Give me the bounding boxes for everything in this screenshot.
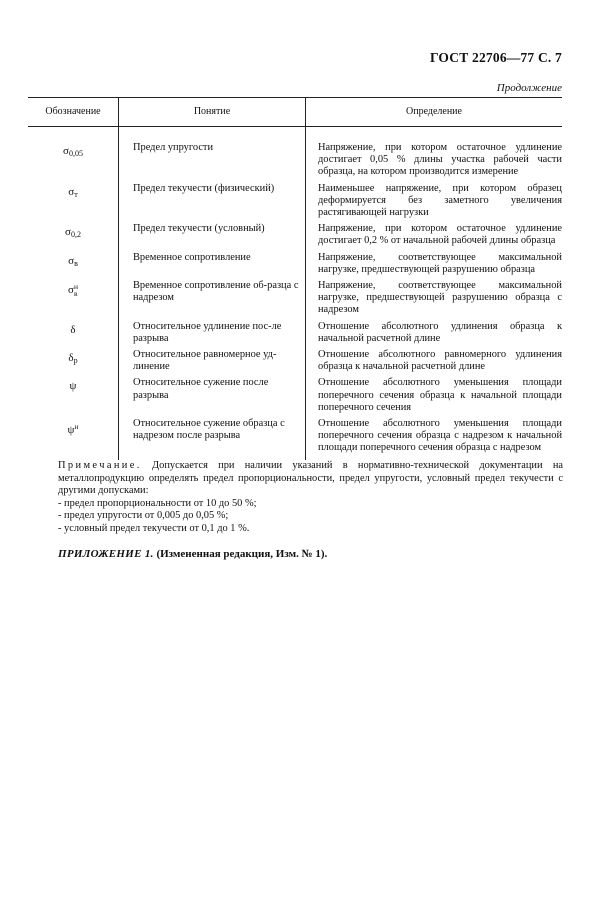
term-symbol [28, 141, 119, 182]
note-item-3: - условный предел текучести от 0,1 до 1 %. [58, 522, 250, 534]
table-row [28, 141, 562, 182]
symbol-subscript: т [74, 189, 78, 199]
term-concept: Предел упругости [119, 141, 306, 182]
symbol-superscript: н [74, 422, 79, 432]
note-item-2: - предел упругости от 0,005 до 0,05 %; [58, 510, 229, 522]
note-block [58, 460, 563, 536]
symbol-base: σ [63, 145, 69, 157]
term-definition: Отношение абсолютного равномерного удлинения образца к начальной расчетной длине [306, 348, 563, 376]
symbol-base: δ [68, 352, 74, 365]
term-concept: Временное сопротивление [119, 251, 306, 279]
table-row [28, 251, 562, 279]
table-row [28, 376, 562, 417]
annex-label: ПРИЛОЖЕНИЕ 1. [58, 548, 154, 560]
term-symbol [28, 222, 119, 250]
symbol-subscript: в [73, 289, 78, 299]
term-symbol [28, 251, 119, 279]
term-definition: Напряжение, при котором остаточное удлинение достигает 0,05 % длины участка рабочей части образца, на котором производится измерение [306, 141, 563, 182]
continuation-label: Продолжение [496, 82, 562, 94]
term-definition: Наименьшее напряжение, при котором образец деформируется без заметного увеличения растягивающей нагрузки [306, 182, 563, 223]
note-text: Допускается при наличии указаний в нормативно-технической документации на металлопродукцию определять предел пропорциональности, предел упругости, условный предел текучести с другими допусками: [58, 460, 563, 497]
symbol-subscript: р [73, 356, 78, 366]
symbol-base: ψ [67, 424, 75, 437]
symbol-subscript: в [74, 258, 78, 268]
symbol-subscript: 0,2 [70, 230, 81, 240]
symbol-indices [74, 283, 78, 297]
note-label: Примечание. [58, 460, 142, 471]
symbol-base: δ [70, 323, 76, 336]
term-definition: Напряжение, соответствующее максимальной нагрузке, предшествующей разрушению образца [306, 251, 563, 279]
page-header: ГОСТ 22706—77 С. 7 [429, 50, 562, 65]
term-definition: Отношение абсолютного уменьшения площади поперечного сечения образца с надрезом к начальной площади поперечного сечения образца с надрезом [306, 417, 563, 458]
table-row [28, 348, 562, 376]
term-definition: Отношение абсолютного уменьшения площади поперечного сечения образца к начальной площади поперечного сечения [306, 376, 563, 417]
term-concept: Предел текучести (условный) [119, 222, 306, 250]
term-concept: Относительное сужение после разрыва [119, 376, 306, 417]
symbol-base: σ [65, 226, 71, 239]
annex-line [58, 548, 327, 560]
term-symbol [28, 376, 119, 417]
symbol-base: σ [68, 254, 75, 267]
header-concept: Понятие [119, 98, 306, 127]
annex-revision: (Измененная редакция, Изм. № 1). [153, 548, 328, 560]
note-paragraph [58, 460, 563, 498]
table-header-row [28, 98, 562, 127]
term-symbol [28, 348, 119, 376]
table-row [28, 279, 562, 320]
symbol-superscript: н [73, 282, 78, 292]
symbol-base: σ [68, 185, 75, 198]
symbol-base: σ [68, 284, 74, 297]
term-concept: Относительное равномерное уд-линение [119, 348, 306, 376]
table-row [28, 222, 562, 250]
definitions-table [28, 97, 562, 460]
term-definition: Напряжение, при котором остаточное удлинение достигает 0,2 % от начальной рабочей длины образца [306, 222, 563, 250]
table-row [28, 182, 562, 223]
table-spacer [28, 127, 562, 142]
symbol-subscript: 0,05 [68, 149, 83, 158]
term-definition: Напряжение, соответствующее максимальной нагрузке, предшествующей разрушению образца с надрезом [306, 279, 563, 320]
term-concept: Относительное сужение образца с надрезом после разрыва [119, 417, 306, 458]
table-row [28, 417, 562, 458]
term-symbol [28, 182, 119, 223]
term-symbol [28, 417, 119, 458]
table-body [28, 127, 562, 460]
term-definition: Отношение абсолютного удлинения образца к начальной расчетной длине [306, 320, 563, 348]
symbol-base: ψ [69, 380, 77, 393]
table-row [28, 320, 562, 348]
term-concept: Предел текучести (физический) [119, 182, 306, 223]
header-definition: Определение [306, 98, 563, 127]
term-symbol [28, 279, 119, 320]
term-symbol [28, 320, 119, 348]
term-concept: Временное сопротивление об-разца с надрезом [119, 279, 306, 320]
term-concept: Относительное удлинение пос-ле разрыва [119, 320, 306, 348]
header-designation: Обозначение [28, 98, 119, 127]
note-item-1: - предел пропорциональности от 10 до 50 %; [58, 497, 257, 509]
